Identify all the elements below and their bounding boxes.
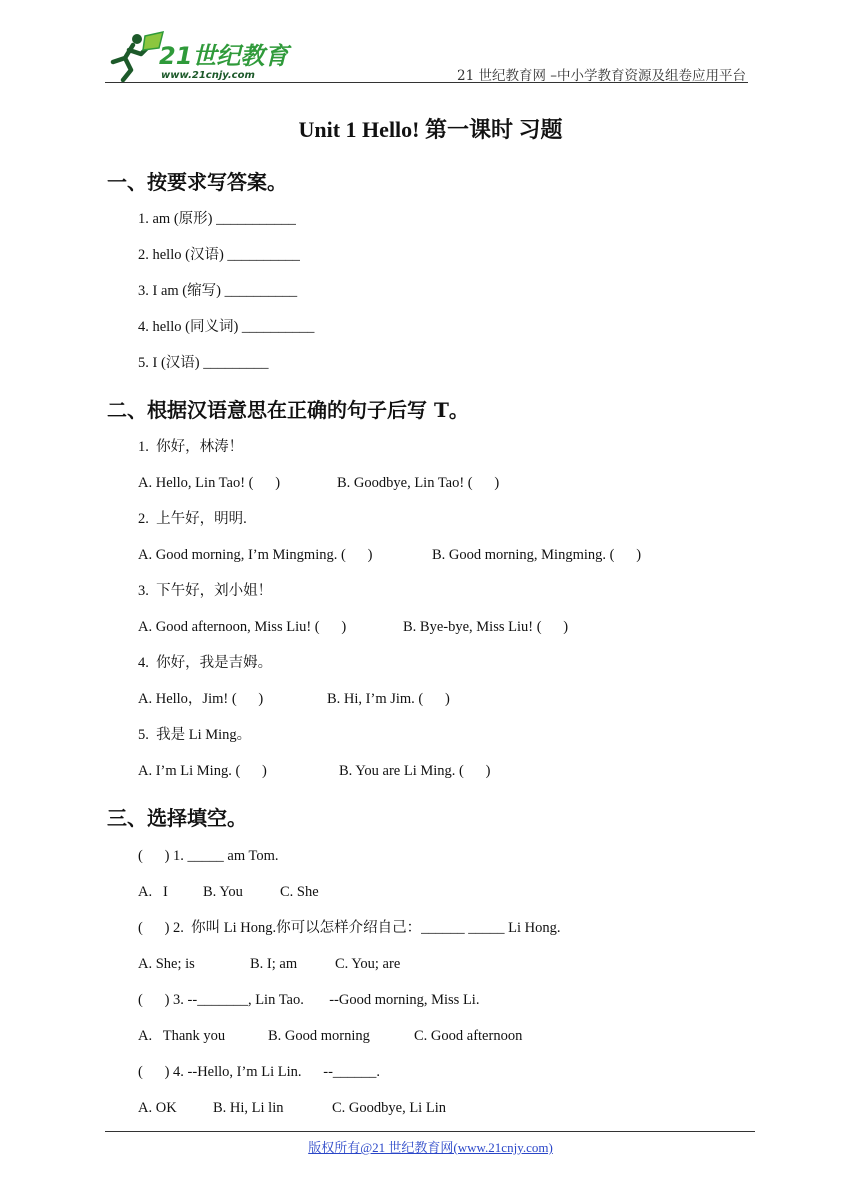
s1-item-5: 5. I (汉语) _________ [138, 355, 269, 371]
s2-q5-prompt: 5. 我是 Li Ming。 [138, 727, 252, 743]
s3-q4-option-a: A. OK [138, 1100, 177, 1116]
s3-q2-option-c: C. You; are [335, 956, 401, 972]
header-divider [105, 82, 748, 83]
s2-q1-prompt: 1. 你好，林涛！ [138, 439, 244, 455]
s1-item-3: 3. I am (缩写) __________ [138, 283, 298, 299]
s3-q3-option-a: A. Thank you [138, 1028, 226, 1044]
s3-q2-option-b: B. I; am [250, 956, 298, 972]
s2-q3-option-a: A. Good afternoon, Miss Liu! ( ) [138, 619, 347, 635]
runner-icon [113, 32, 163, 80]
section-2-heading: 二、根据汉语意思在正确的句子后写 T。 [107, 398, 469, 422]
s3-q3-option-c: C. Good afternoon [414, 1028, 523, 1044]
s3-q1-option-b: B. You [203, 884, 243, 900]
s3-q4-stem: ( ) 4. --Hello, I’m Li Lin. --______. [138, 1064, 381, 1080]
s3-q2-stem: ( ) 2. 你叫 Li Hong.你可以怎样介绍自己：______ _____ Li Hong. [138, 920, 561, 936]
s1-item-2: 2. hello (汉语) __________ [138, 247, 300, 263]
s2-q1-option-a: A. Hello, Lin Tao! ( ) [138, 475, 281, 491]
s2-q3-prompt: 3. 下午好，刘小姐！ [138, 583, 273, 599]
section-3-heading: 三、选择填空。 [107, 806, 247, 830]
logo-wordmark: 21世纪教育 [159, 42, 289, 70]
s2-q5-option-b: B. You are Li Ming. ( ) [339, 763, 491, 779]
section-1-heading: 一、按要求写答案。 [107, 170, 287, 194]
s3-q1-stem: ( ) 1. _____ am Tom. [138, 848, 279, 864]
header-site-text: 21 世纪教育网 –中小学教育资源及组卷应用平台 [456, 68, 746, 84]
s3-q4-option-b: B. Hi, Li lin [213, 1100, 284, 1116]
s2-q1-option-b: B. Goodbye, Lin Tao! ( ) [337, 475, 500, 491]
s2-q2-option-b: B. Good morning, Mingming. ( ) [432, 547, 642, 563]
s3-q2-option-a: A. She; is [138, 956, 195, 972]
s2-q4-option-a: A. Hello，Jim! ( ) [138, 691, 264, 707]
s2-q2-prompt: 2. 上午好，明明. [138, 511, 247, 527]
footer-divider [105, 1131, 755, 1132]
logo-url: www.21cnjy.com [161, 70, 255, 81]
s3-q3-stem: ( ) 3. --_______, Lin Tao. --Good morning, Miss Li. [138, 992, 480, 1008]
s2-q2-option-a: A. Good morning, I’m Mingming. ( ) [138, 547, 373, 563]
s2-q5-option-a: A. I’m Li Ming. ( ) [138, 763, 267, 779]
page-header [105, 28, 748, 84]
s2-q4-option-b: B. Hi, I’m Jim. ( ) [327, 691, 450, 707]
s2-q3-option-b: B. Bye-bye, Miss Liu! ( ) [403, 619, 569, 635]
s2-q4-prompt: 4. 你好，我是吉姆。 [138, 655, 273, 671]
s1-item-1: 1. am (原形) ___________ [138, 211, 296, 227]
s3-q3-option-b: B. Good morning [268, 1028, 370, 1044]
s3-q1-option-c: C. She [280, 884, 319, 900]
site-logo [105, 28, 305, 82]
s1-item-4: 4. hello (同义词) __________ [138, 319, 315, 335]
s3-q4-option-c: C. Goodbye, Li Lin [332, 1100, 446, 1116]
footer-copyright-link[interactable]: 版权所有@21 世纪教育网(www.21cnjy.com) [308, 1140, 553, 1155]
page-title: Unit 1 Hello! 第一课时 习题 [298, 117, 563, 142]
s3-q1-option-a: A. I [138, 884, 168, 900]
